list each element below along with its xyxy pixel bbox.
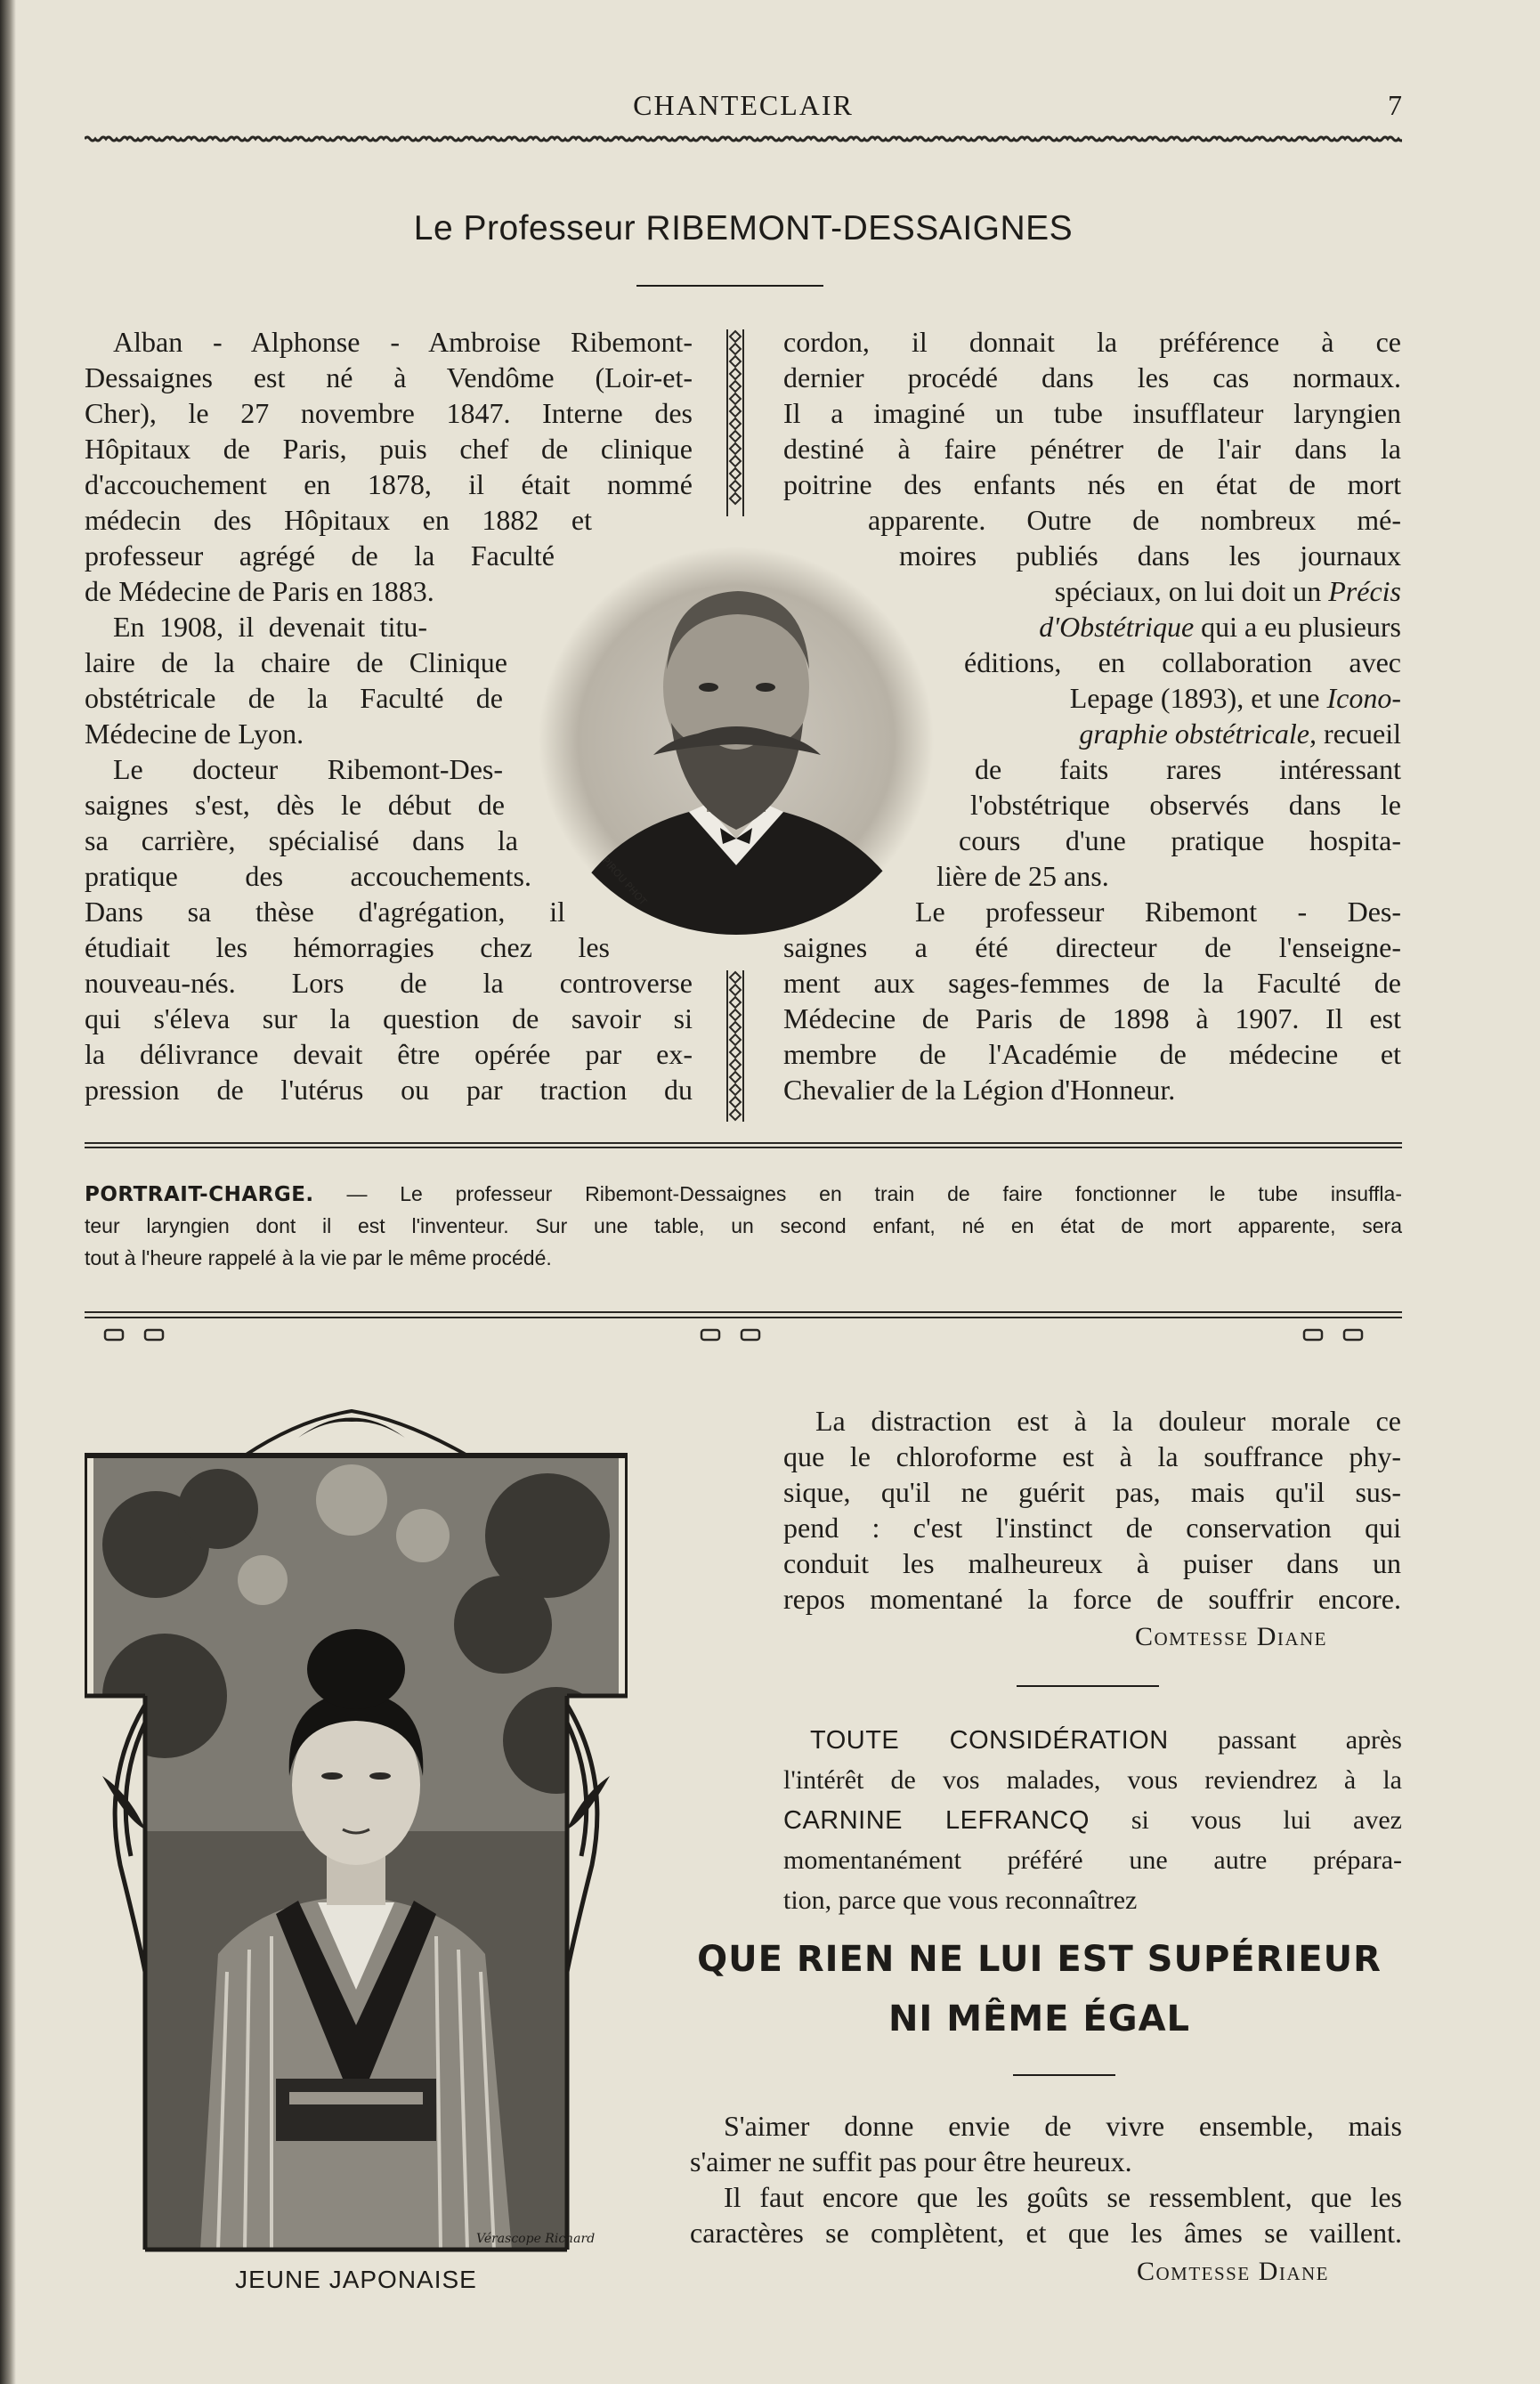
quote-line: La distraction est à la douleur morale ce [815, 1405, 1401, 1437]
quote-line: que le chloroforme est à la souffrance phy- [783, 1440, 1401, 1472]
left-line: étudiait les hémorragies chez les [85, 931, 610, 963]
photo-credit-verascope: Vérascope Richard [476, 2232, 596, 2246]
caption-label: PORTRAIT-CHARGE. [85, 1183, 314, 1206]
quote-line: pend : c'est l'instinct de conservation qui [783, 1512, 1401, 1544]
section-double-rule [85, 1142, 1402, 1148]
right-line: cours d'une pratique hospita- [959, 824, 1401, 856]
right-line-text: qui a eu plusieurs [1194, 611, 1401, 643]
right-line: ment aux sages-femmes de la Faculté de [783, 967, 1401, 999]
ad-caps-carnine-lefrancq: CARNINE LEFRANCQ [783, 1806, 1090, 1835]
page-number: 7 [1388, 89, 1402, 121]
right-line: Médecine de Paris de 1898 à 1907. Il est [783, 1002, 1401, 1034]
quote-line: repos momentané la force de souffrir encore. [783, 1583, 1401, 1615]
left-line: pratique des accouchements. [85, 860, 531, 892]
divider-rule [1013, 2074, 1115, 2076]
italic-title-obstetrique: d'Obstétrique [1039, 611, 1195, 643]
quote-line: caractères se complètent, et que les âmes se vaillent. [690, 2217, 1402, 2249]
magazine-title: CHANTECLAIR [633, 89, 854, 121]
right-line [975, 716, 1401, 751]
caption-text: — Le professeur Ribemont-Dessaignes en train de faire fonctionner le tube insuffla- [313, 1182, 1402, 1205]
divider-rule [1017, 1685, 1159, 1687]
ad-text: passant après [1168, 1725, 1402, 1755]
left-line: nouveau-nés. Lors de la controverse [85, 967, 693, 999]
left-line: professeur agrégé de la Faculté [85, 539, 555, 572]
wavy-rule [85, 130, 1402, 148]
left-line: qui s'éleva sur la question de savoir si [85, 1002, 693, 1034]
left-line: obstétricale de la Faculté de [85, 682, 503, 714]
ad-line [810, 1720, 1402, 1761]
portrait-photo [538, 545, 935, 937]
right-line: cordon, il donnait la préférence à ce [783, 326, 1401, 358]
ad-headline-2: NI MÊME ÉGAL [888, 1999, 1191, 2039]
left-line: Dessaignes est né à Vendôme (Loir-et- [85, 361, 693, 393]
quote-line: conduit les malheureux à puiser dans un [783, 1547, 1401, 1579]
left-line: Médecine de Lyon. [85, 718, 304, 750]
left-line: Cher), le 27 novembre 1847. Interne des [85, 397, 693, 429]
photo-credit: PIROU PHOT [599, 855, 649, 908]
column-ornament-top [725, 329, 745, 516]
left-line: la délivrance devait être opérée par ex- [85, 1038, 693, 1070]
right-line: l'obstétrique observés dans le [970, 789, 1401, 821]
left-line: Alban - Alphonse - Ambroise Ribemont- [113, 326, 693, 358]
right-line: membre de l'Académie de médecine et [783, 1038, 1401, 1070]
left-line: Hôpitaux de Paris, puis chef de clinique [85, 433, 693, 465]
signature-comtesse-diane: Comtesse Diane [1137, 2257, 1330, 2286]
right-line: apparente. Outre de nombreux mé- [868, 504, 1401, 536]
portrait-charge-caption [85, 1178, 1402, 1276]
left-line: saignes s'est, dès le début de [85, 789, 505, 821]
right-line: Le professeur Ribemont - Des- [915, 896, 1401, 928]
right-line [975, 680, 1401, 716]
quote-line: S'aimer donne envie de vivre ensemble, mais [724, 2110, 1402, 2142]
right-line: destiné à faire pénétrer de l'air dans la [783, 433, 1401, 465]
ad-headline-1: QUE RIEN NE LUI EST SUPÉRIEUR [697, 1939, 1382, 1980]
right-line: de faits rares intéressant [975, 753, 1401, 785]
right-line: Il a imaginé un tube insufflateur laryngien [783, 397, 1401, 429]
left-line: laire de la chaire de Clinique [85, 646, 507, 678]
ad-caps-toute-consideration: TOUTE CONSIDÉRATION [810, 1726, 1169, 1755]
left-line: médecin des Hôpitaux en 1882 et [85, 504, 592, 536]
article-title: Le Professeur RIBEMONT-DESSAIGNES [413, 209, 1074, 247]
ad-line [783, 1800, 1402, 1841]
italic-title-graphie: graphie obstétricale, [1079, 718, 1317, 750]
ad-text: si vous lui avez [1089, 1805, 1402, 1835]
left-line: Dans sa thèse d'agrégation, il [85, 896, 565, 928]
signature-comtesse-diane: Comtesse Diane [1135, 1622, 1328, 1651]
right-line: moires publiés dans les journaux [899, 539, 1401, 572]
right-line [926, 573, 1401, 609]
italic-title-icono: Icono- [1326, 682, 1401, 714]
right-line: dernier procédé dans les cas normaux. [783, 361, 1401, 393]
caption-line: teur laryngien dont il est l'inventeur. Sur une table, un second enfant, né en état de mort apparente, sera [85, 1214, 1402, 1237]
right-line: Chevalier de la Légion d'Honneur. [783, 1074, 1176, 1106]
quote-line: Il faut encore que les goûts se ressemblent, que les [724, 2181, 1402, 2213]
decorative-chain-bar [85, 1309, 1402, 1348]
photo-caption: JEUNE JAPONAISE [235, 2266, 477, 2293]
caption-line: tout à l'heure rappelé à la vie par le même procédé. [85, 1246, 552, 1269]
column-ornament-bottom [725, 970, 745, 1122]
right-line: poitrine des enfants nés en état de mort [783, 468, 1401, 500]
right-line-text: recueil [1316, 718, 1401, 750]
japanese-girl-photo [85, 1402, 628, 2266]
right-line-text: Lepage (1893), et une [1069, 682, 1327, 714]
left-line: d'accouchement en 1878, il était nommé [85, 468, 693, 500]
left-line: de Médecine de Paris en 1883. [85, 575, 434, 607]
ad-line: l'intérêt de vos malades, vous reviendrez à la [783, 1765, 1402, 1795]
quote-line: sique, qu'il ne guérit pas, mais qu'il sus- [783, 1476, 1401, 1508]
left-line: pression de l'utérus ou par traction du [85, 1074, 693, 1106]
title-rule [636, 285, 823, 287]
right-line [944, 609, 1401, 645]
ad-line: tion, parce que vous reconnaîtrez [783, 1885, 1138, 1915]
quote-line: s'aimer ne suffit pas pour être heureux. [690, 2145, 1132, 2177]
running-head [85, 89, 1402, 125]
caption-line [85, 1178, 1402, 1211]
left-line: sa carrière, spécialisé dans la [85, 824, 518, 856]
right-line: lière de 25 ans. [936, 860, 1109, 892]
left-line: En 1908, il devenait titu- [113, 611, 427, 643]
italic-title-precis: Précis [1328, 575, 1401, 607]
binding-edge [0, 0, 16, 2384]
ad-line: momentanément préféré une autre prépara- [783, 1845, 1402, 1875]
right-line-text: spéciaux, on lui doit un [1054, 575, 1329, 607]
right-line: éditions, en collaboration avec [964, 646, 1401, 678]
right-line: saignes a été directeur de l'enseigne- [783, 931, 1401, 963]
left-line: Le docteur Ribemont-Des- [113, 753, 503, 785]
